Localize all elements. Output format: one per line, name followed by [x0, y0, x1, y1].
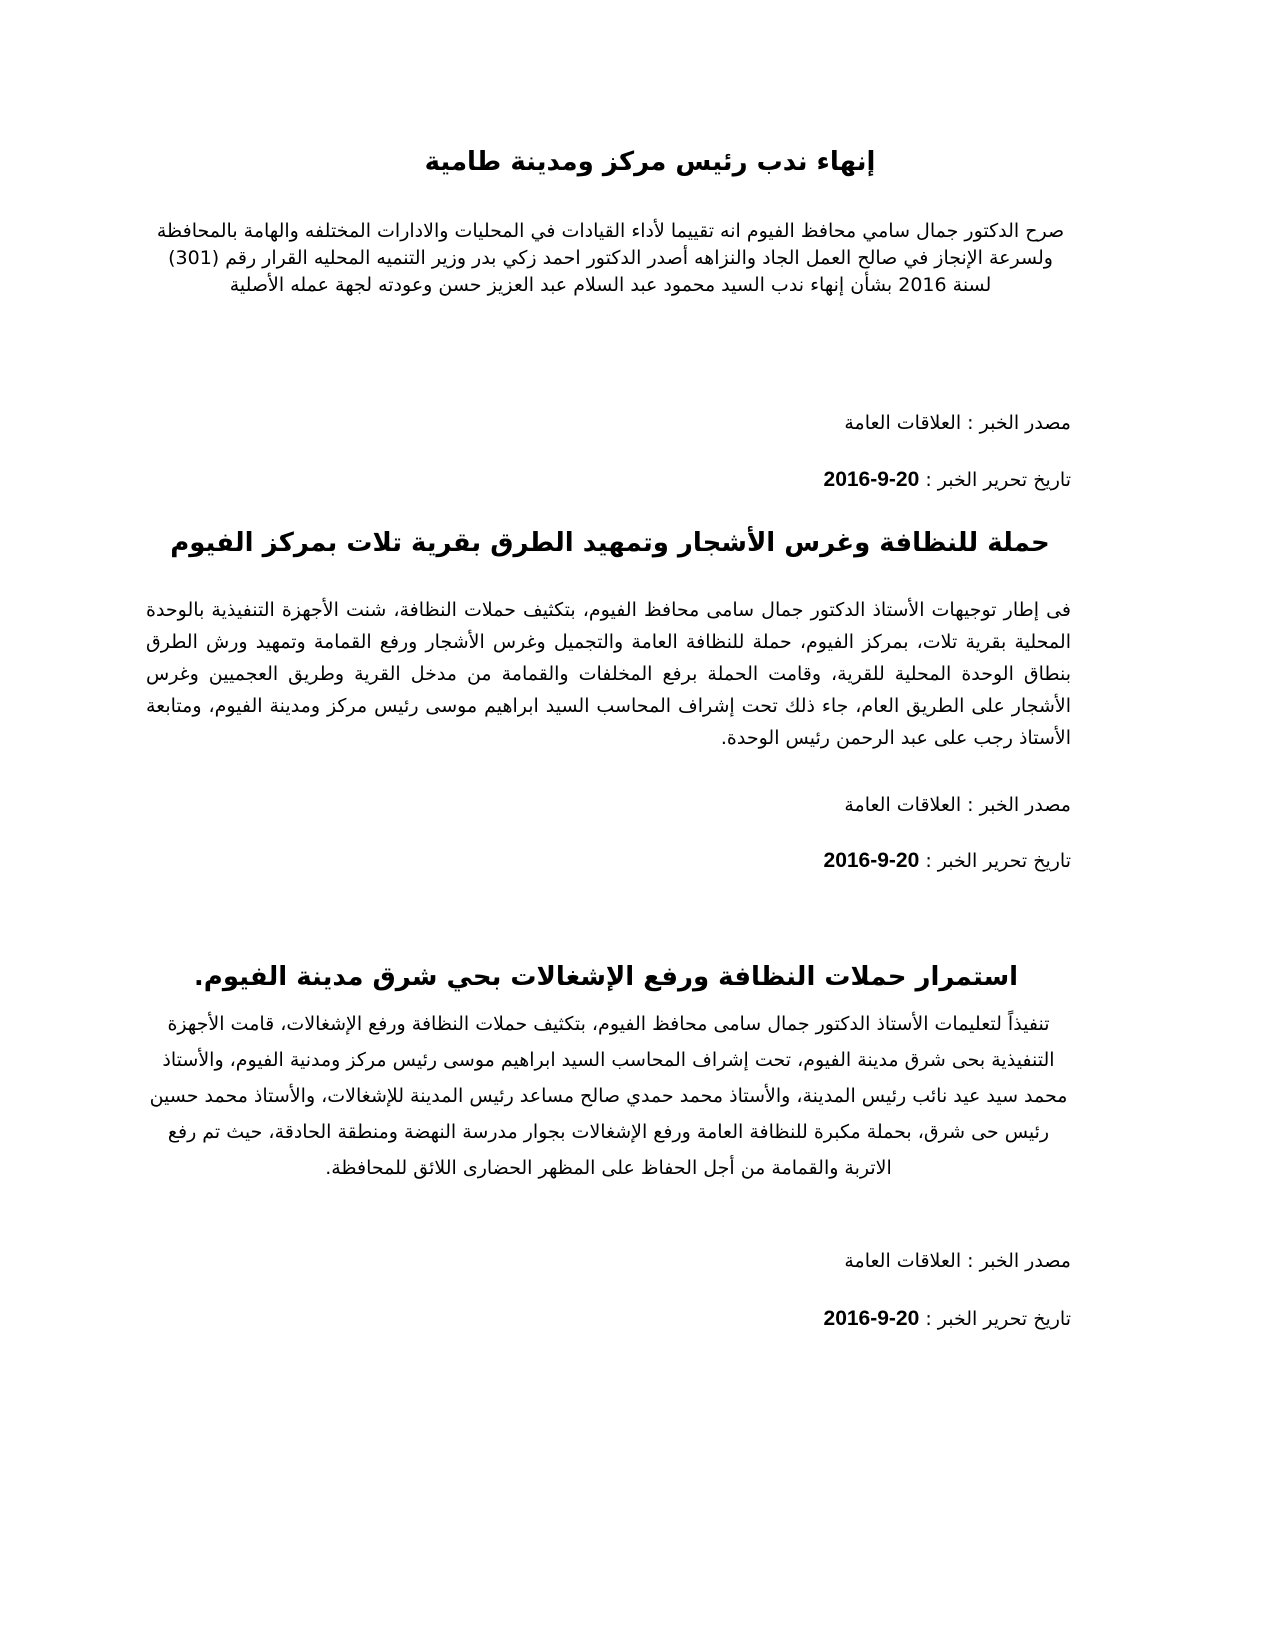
- date-label: تاريخ تحرير الخبر :: [925, 1308, 1071, 1330]
- article-1-source: [844, 410, 1071, 436]
- article-1-title: إنهاء ندب رئيس مركز ومدينة طامية: [424, 147, 876, 177]
- article-1-date: [824, 467, 1071, 493]
- article-2-body: فى إطار توجيهات الأستاذ الدكتور جمال سامى محافظ الفيوم، بتكثيف حملات النظافة، شنت الأجهزة التنفيذية بالوحدة المحلية بقرية تلات، بمركز الفيوم، حملة للنظافة العامة والتجميل وغرس الأشجار ورفع القمامة وتمهيد ورش الطرق بنطاق الوحدة المحلية للقرية، وقامت الحملة برفع المخلفات والقمامة من مدخل القرية وطريق العجميين وغرس الأشجار على الطريق العام، جاء ذلك تحت إشراف المحاسب السيد ابراهيم موسى رئيس مركز ومدينة الفيوم، ومتابعة الأستاذ رجب على عبد الرحمن رئيس الوحدة.: [146, 599, 1071, 749]
- date-label: تاريخ تحرير الخبر :: [925, 850, 1071, 872]
- source-value: العلاقات العامة: [844, 1250, 962, 1272]
- article-3-title: استمرار حملات النظافة ورفع الإشغالات بحي شرق مدينة الفيوم.: [193, 962, 1019, 992]
- date-label: تاريخ تحرير الخبر :: [925, 469, 1071, 491]
- date-value: 2016-9-20: [823, 468, 920, 491]
- source-label: مصدر الخبر :: [967, 412, 1071, 434]
- article-2-title: حملة للنظافة وغرس الأشجار وتمهيد الطرق بقرية تلات بمركز الفيوم: [170, 528, 1050, 558]
- source-value: العلاقات العامة: [844, 794, 962, 816]
- article-3-body: تنفيذاً لتعليمات الأستاذ الدكتور جمال سامى محافظ الفيوم، بتكثيف حملات النظافة ورفع الإشغالات، قامت الأجهزة التنفيذية بحى شرق مدينة الفيوم، تحت إشراف المحاسب السيد ابراهيم موسى رئيس مركز ومدنية الفيوم، والأستاذ محمد سيد عيد نائب رئيس المدينة، والأستاذ محمد حمدي صالح مساعد رئيس المدينة للإشغالات، والأستاذ محمد حسين رئيس حى شرق، بحملة مكبرة للنظافة العامة ورفع الإشغالات بجوار مدرسة النهضة ومنطقة الحادقة، حيث تم رفع الاتربة والقمامة من أجل الحفاظ على المظهر الحضارى اللائق للمحافظة.: [149, 1013, 1068, 1179]
- article-1-body: صرح الدكتور جمال سامي محافظ الفيوم انه تقييما لأداء القيادات في المحليات والادارات المختلفه والهامة بالمحافظة ولسرعة الإنجاز في صالح العمل الجاد والنزاهه أصدر الدكتور احمد زكي بدر وزير التنميه المحليه القرار رقم (301) لسنة 2016 بشأن إنهاء ندب السيد محمود عبد السلام عبد العزيز حسن وعودته لجهة عمله الأصلية: [156, 220, 1065, 296]
- source-label: مصدر الخبر :: [967, 794, 1071, 816]
- source-value: العلاقات العامة: [844, 412, 962, 434]
- date-value: 2016-9-20: [823, 1307, 920, 1330]
- article-3-date: [824, 1306, 1071, 1332]
- article-2-date: [824, 848, 1071, 874]
- date-value: 2016-9-20: [823, 849, 920, 872]
- source-label: مصدر الخبر :: [967, 1250, 1071, 1272]
- article-3-source: [844, 1248, 1071, 1274]
- article-2-source: [844, 792, 1071, 818]
